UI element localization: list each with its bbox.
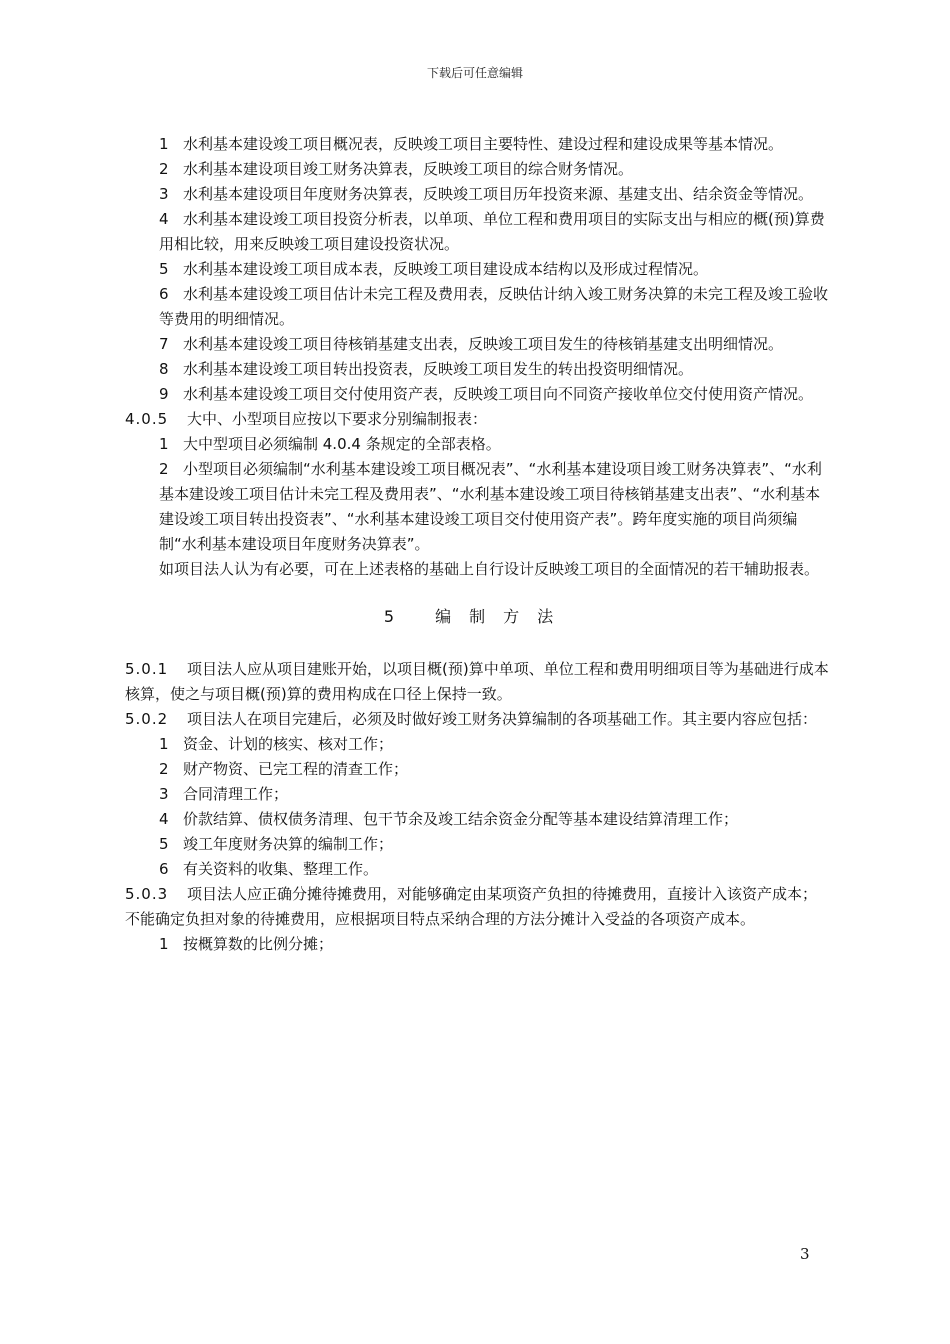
list-item-text: 财产物资、已完工程的清查工作； [183, 760, 409, 778]
list-item-text: 小型项目必须编制“水利基本建设竣工项目概况表”、“水利基本建设项目竣工财务决算表”、“水利基本建设竣工项目估计未完工程及费用表”、“水利基本建设竣工项目待核销基建支出表”、“水利基本建设竣工项目转出投资表”、“水利基本建设竣工项目交付使用资产表”。跨年度实施的项目尚须编制“水利基本建设项目年度财务决算表”。 [159, 460, 822, 553]
list-item-number: 1 [159, 735, 169, 753]
list-item-number: 3 [159, 785, 169, 803]
list-item-number: 4 [159, 210, 169, 228]
list-item-number: 2 [159, 760, 169, 778]
page-number: 3 [800, 1245, 810, 1263]
list-item [125, 332, 830, 357]
clause-5-0-3 [125, 882, 830, 932]
list-item-number: 3 [159, 185, 169, 203]
clause-text: 项目法人应正确分摊待摊费用，对能够确定由某项资产负担的待摊费用，直接计入该资产成本；不能确定负担对象的待摊费用，应根据项目特点采纳合理的方法分摊计入受益的各项资产成本。 [125, 885, 818, 928]
list-item-number: 6 [159, 860, 169, 878]
section-5-title: 5 编制方法 [383, 607, 572, 626]
list-item-text: 水利基本建设竣工项目交付使用资产表，反映竣工项目向不同资产接收单位交付使用资产情况。 [183, 385, 814, 403]
clause-number: 4.0.5 [125, 410, 169, 428]
list-item [125, 357, 830, 382]
clause-4-0-5 [125, 407, 830, 432]
clause-4-0-5-items [125, 432, 830, 557]
list-item [125, 932, 830, 957]
list-item-text: 资金、计划的核实、核对工作； [183, 735, 394, 753]
list-item-number: 8 [159, 360, 169, 378]
list-item [125, 732, 830, 757]
list-item-number: 7 [159, 335, 169, 353]
clause-number: 5.0.1 [125, 660, 169, 678]
list-item [125, 182, 830, 207]
list-item-text: 水利基本建设竣工项目成本表，反映竣工项目建设成本结构以及形成过程情况。 [183, 260, 709, 278]
section-4-items [125, 132, 830, 407]
list-item [125, 157, 830, 182]
list-item [125, 132, 830, 157]
list-item [125, 782, 830, 807]
clause-4-0-5-note: 如项目法人认为有必要，可在上述表格的基础上自行设计反映竣工项目的全面情况的若干辅助报表。 [159, 560, 820, 578]
clause-number: 5.0.2 [125, 710, 169, 728]
list-item-number: 2 [159, 160, 169, 178]
list-item [125, 382, 830, 407]
clause-number: 5.0.3 [125, 885, 169, 903]
list-item-text: 大中型项目必须编制 4.0.4 条规定的全部表格。 [183, 435, 501, 453]
list-item-text: 价款结算、债权债务清理、包干节余及竣工结余资金分配等基本建设结算清理工作； [183, 810, 739, 828]
clause-5-0-2-items [125, 732, 830, 882]
clause-5-0-1 [125, 657, 830, 707]
list-item-number: 1 [159, 435, 169, 453]
list-item [125, 807, 830, 832]
list-item-number: 1 [159, 135, 169, 153]
list-item-number: 2 [159, 460, 169, 478]
list-item [125, 282, 830, 332]
clause-text: 项目法人应从项目建账开始，以项目概(预)算中单项、单位工程和费用明细项目等为基础进行成本核算，使之与项目概(预)算的费用构成在口径上保持一致。 [125, 660, 829, 703]
list-item-number: 5 [159, 260, 169, 278]
list-item-text: 水利基本建设竣工项目投资分析表，以单项、单位工程和费用项目的实际支出与相应的概(预)算费用相比较，用来反映竣工项目建设投资状况。 [159, 210, 825, 253]
list-item-text: 水利基本建设竣工项目估计未完工程及费用表，反映估计纳入竣工财务决算的未完工程及竣工验收等费用的明细情况。 [159, 285, 829, 328]
list-item [125, 832, 830, 857]
document-body [125, 132, 830, 957]
list-item [125, 757, 830, 782]
list-item-number: 4 [159, 810, 169, 828]
list-item-text: 水利基本建设项目竣工财务决算表，反映竣工项目的综合财务情况。 [183, 160, 634, 178]
list-item-number: 5 [159, 835, 169, 853]
list-item-number: 1 [159, 935, 169, 953]
list-item-text: 水利基本建设竣工项目概况表，反映竣工项目主要特性、建设过程和建设成果等基本情况。 [183, 135, 784, 153]
clause-text: 项目法人在项目完建后，必须及时做好竣工财务决算编制的各项基础工作。其主要内容应包括： [187, 710, 818, 728]
list-item [125, 857, 830, 882]
list-item [125, 432, 830, 457]
list-item-number: 6 [159, 285, 169, 303]
list-item-text: 竣工年度财务决算的编制工作； [183, 835, 394, 853]
list-item [125, 257, 830, 282]
list-item-text: 合同清理工作； [183, 785, 289, 803]
page-header: 下载后可任意编辑 [426, 66, 523, 80]
clause-5-0-2 [125, 707, 830, 732]
clause-text: 大中、小型项目应按以下要求分别编制报表： [187, 410, 488, 428]
clause-5-0-3-items [125, 932, 830, 957]
list-item-text: 水利基本建设竣工项目转出投资表，反映竣工项目发生的转出投资明细情况。 [183, 360, 694, 378]
list-item-text: 水利基本建设竣工项目待核销基建支出表，反映竣工项目发生的待核销基建支出明细情况。 [183, 335, 784, 353]
list-item-number: 9 [159, 385, 169, 403]
list-item [125, 457, 830, 557]
list-item-text: 水利基本建设项目年度财务决算表，反映竣工项目历年投资来源、基建支出、结余资金等情况。 [183, 185, 814, 203]
list-item-text: 有关资料的收集、整理工作。 [183, 860, 379, 878]
list-item-text: 按概算数的比例分摊； [183, 935, 334, 953]
list-item [125, 207, 830, 257]
